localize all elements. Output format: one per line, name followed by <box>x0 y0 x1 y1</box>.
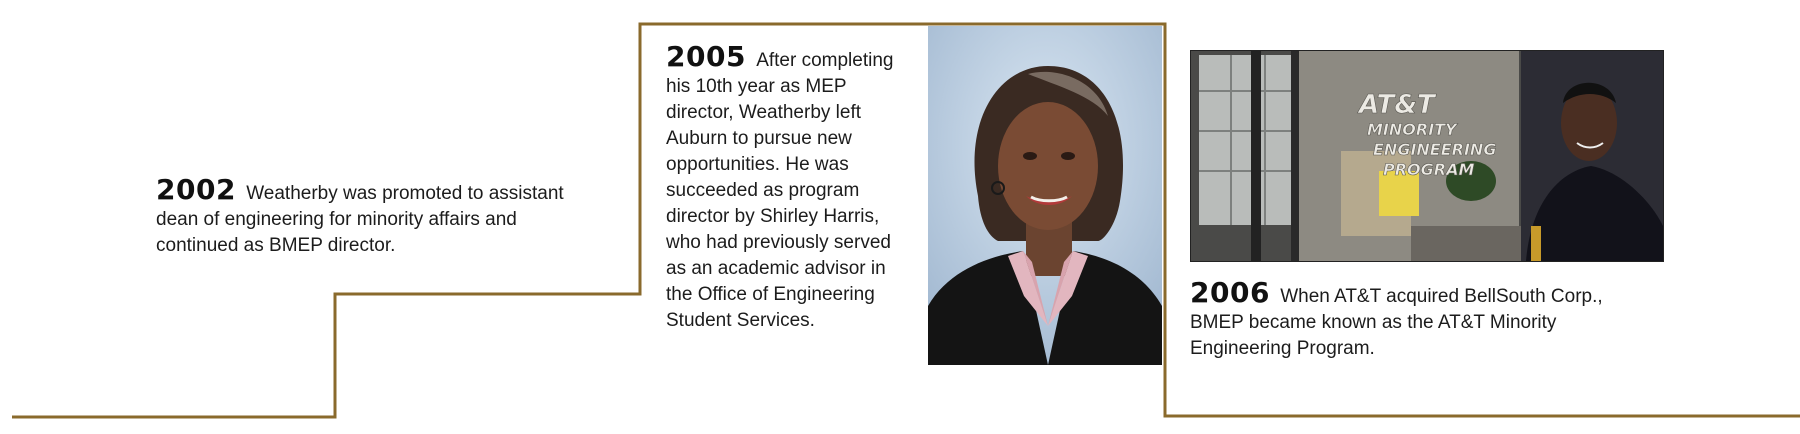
sign-text-att: AT&T <box>1359 90 1435 120</box>
timeline-entry-2006 <box>1190 276 1630 362</box>
entry-text: When AT&T acquired BellSouth Corp., BMEP became known as the AT&T Minority Engineering Program. <box>1190 286 1603 359</box>
portrait-photo <box>928 26 1162 365</box>
sign-text-program: PROGRAM <box>1383 160 1475 179</box>
sign-text-engineering: ENGINEERING <box>1373 140 1497 159</box>
entry-year: 2005 <box>666 40 757 73</box>
entry-year: 2002 <box>156 173 247 206</box>
timeline-entry-2005 <box>666 40 906 334</box>
entry-year: 2006 <box>1190 276 1281 309</box>
program-office-photo <box>1190 50 1664 262</box>
entry-text: After completing his 10th year as MEP director, Weatherby left Auburn to pursue new opportunities. He was succeeded as program director by Shirley Harris, who had previously served as an academic advisor in the Office of Engineering Student Services. <box>666 50 894 331</box>
timeline-entry-2002 <box>156 173 596 259</box>
entry-text: Weatherby was promoted to assistant dean of engineering for minority affairs and continued as BMEP director. <box>156 183 564 256</box>
sign-text-minority: MINORITY <box>1367 120 1457 139</box>
